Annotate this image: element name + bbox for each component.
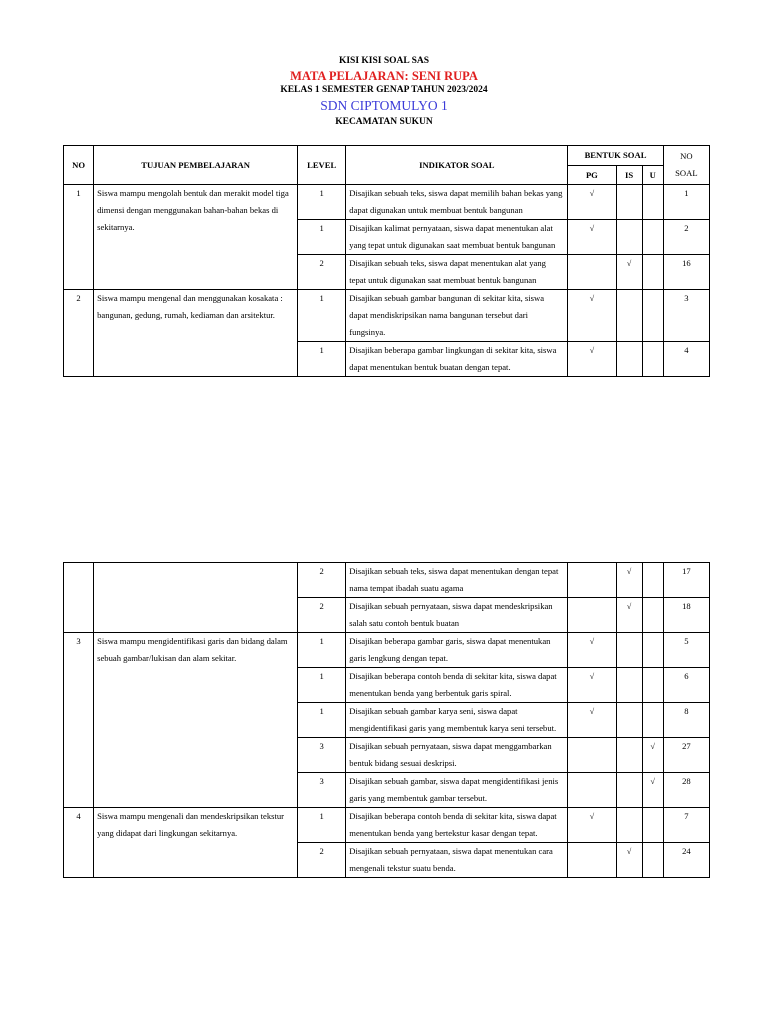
- indicator-cell: Disajikan sebuah teks, siswa dapat menentukan dengan tepat nama tempat ibadah suatu agama: [346, 563, 568, 598]
- indicator-cell: Disajikan sebuah teks, siswa dapat memilih bahan bekas yang dapat digunakan untuk membuat bentuk bangunan: [346, 185, 568, 220]
- check-mark-icon: √: [589, 294, 595, 303]
- check-pg-cell: [568, 843, 616, 878]
- table-body-page2: [64, 563, 710, 878]
- table-row: [64, 563, 710, 598]
- header-title: KISI KISI SOAL SAS: [338, 56, 430, 66]
- indicator-cell: Disajikan sebuah gambar karya seni, siswa dapat mengidentifikasi garis yang membentuk karya seni tersebut.: [346, 703, 568, 738]
- indicator-cell: Disajikan sebuah pernyataan, siswa dapat menentukan cara mengenali tekstur suatu benda.: [346, 843, 568, 878]
- check-is-cell: [616, 290, 642, 342]
- check-u-cell: [642, 255, 663, 290]
- header-bentuk-soal: BENTUK SOAL: [568, 146, 663, 166]
- question-number-cell: 1: [663, 185, 709, 220]
- check-mark-icon: √: [589, 637, 595, 646]
- kisi-table-page2: [63, 562, 710, 878]
- indicator-cell: Disajikan sebuah gambar bangunan di sekitar kita, siswa dapat mendiskripsikan nama bangunan tersebut dari fungsinya.: [346, 290, 568, 342]
- table-row: [64, 633, 710, 668]
- check-is-cell: [616, 843, 642, 878]
- level-cell: 1: [298, 808, 346, 843]
- header-pg: PG: [568, 165, 616, 185]
- check-u-cell: [642, 290, 663, 342]
- check-is-cell: [616, 668, 642, 703]
- indicator-cell: Disajikan beberapa gambar lingkungan di sekitar kita, siswa dapat menentukan bentuk buatan dengan tepat.: [346, 342, 568, 377]
- header-u: U: [642, 165, 663, 185]
- level-cell: 1: [298, 185, 346, 220]
- check-is-cell: [616, 342, 642, 377]
- header-is: IS: [616, 165, 642, 185]
- check-pg-cell: [568, 563, 616, 598]
- indicator-cell: Disajikan kalimat pernyataan, siswa dapat menentukan alat yang tepat untuk digunakan saat membuat bentuk bangunan: [346, 220, 568, 255]
- check-pg-cell: [568, 773, 616, 808]
- check-mark-icon: √: [589, 224, 595, 233]
- question-number-cell: 3: [663, 290, 709, 342]
- check-u-cell: [642, 738, 663, 773]
- learning-objective: [94, 563, 298, 633]
- table-row: [64, 290, 710, 342]
- check-u-cell: [642, 598, 663, 633]
- check-mark-icon: √: [626, 259, 632, 268]
- question-number-cell: 7: [663, 808, 709, 843]
- level-cell: 1: [298, 668, 346, 703]
- subject-title: MATA PELAJARAN: SENI RUPA: [290, 68, 478, 83]
- check-pg-cell: [568, 598, 616, 633]
- check-is-cell: [616, 773, 642, 808]
- header-indikator: INDIKATOR SOAL: [346, 146, 568, 185]
- indicator-cell: Disajikan sebuah gambar, siswa dapat mengidentifikasi jenis garis yang membentuk gambar tersebut.: [346, 773, 568, 808]
- header-no: NO: [64, 146, 94, 185]
- check-mark-icon: √: [589, 707, 595, 716]
- question-number-cell: 6: [663, 668, 709, 703]
- document-header: [0, 57, 768, 128]
- check-is-cell: [616, 738, 642, 773]
- learning-objective: Siswa mampu mengolah bentuk dan merakit model tiga dimensi dengan menggunakan bahan-bahan bekas di sekitarnya.: [94, 185, 298, 290]
- level-cell: 1: [298, 633, 346, 668]
- table-row: [64, 808, 710, 843]
- check-is-cell: [616, 563, 642, 598]
- learning-objective: Siswa mampu mengenal dan menggunakan kosakata : bangunan, gedung, rumah, kediaman dan arsitektur.: [94, 290, 298, 377]
- check-u-cell: [642, 342, 663, 377]
- level-cell: 1: [298, 220, 346, 255]
- learning-objective: Siswa mampu mengenali dan mendeskripsikan tekstur yang didapat dari lingkungan sekitarnya.: [94, 808, 298, 878]
- district-name: KECAMATAN SUKUN: [335, 117, 433, 127]
- table-header: [64, 146, 710, 185]
- question-number-cell: 2: [663, 220, 709, 255]
- check-pg-cell: [568, 255, 616, 290]
- check-u-cell: [642, 633, 663, 668]
- check-mark-icon: √: [589, 346, 595, 355]
- level-cell: 2: [298, 843, 346, 878]
- check-mark-icon: √: [650, 777, 655, 786]
- check-is-cell: [616, 633, 642, 668]
- check-pg-cell: [568, 633, 616, 668]
- check-mark-icon: √: [589, 672, 595, 681]
- table-body-page1: [64, 185, 710, 377]
- question-number-cell: 24: [663, 843, 709, 878]
- row-number: 1: [64, 185, 94, 290]
- level-cell: 2: [298, 255, 346, 290]
- check-is-cell: [616, 255, 642, 290]
- question-number-cell: 16: [663, 255, 709, 290]
- level-cell: 1: [298, 342, 346, 377]
- check-is-cell: [616, 598, 642, 633]
- row-number: 2: [64, 290, 94, 377]
- check-is-cell: [616, 185, 642, 220]
- header-level: LEVEL: [298, 146, 346, 185]
- check-is-cell: [616, 220, 642, 255]
- question-number-cell: 17: [663, 563, 709, 598]
- check-u-cell: [642, 703, 663, 738]
- header-tujuan: TUJUAN PEMBELAJARAN: [94, 146, 298, 185]
- check-u-cell: [642, 220, 663, 255]
- check-pg-cell: [568, 738, 616, 773]
- check-u-cell: [642, 808, 663, 843]
- indicator-cell: Disajikan beberapa contoh benda di sekitar kita, siswa dapat menentukan benda yang berbentuk garis spiral.: [346, 668, 568, 703]
- check-mark-icon: √: [650, 742, 655, 751]
- check-mark-icon: √: [626, 847, 632, 856]
- row-number: 4: [64, 808, 94, 878]
- header-no-soal-line2: SOAL: [675, 168, 698, 178]
- level-cell: 2: [298, 598, 346, 633]
- indicator-cell: Disajikan sebuah pernyataan, siswa dapat mendeskripsikan salah satu contoh bentuk buatan: [346, 598, 568, 633]
- check-u-cell: [642, 773, 663, 808]
- row-number: 3: [64, 633, 94, 808]
- kisi-table-page1: [63, 145, 710, 377]
- check-pg-cell: [568, 220, 616, 255]
- question-number-cell: 27: [663, 738, 709, 773]
- level-cell: 1: [298, 703, 346, 738]
- check-mark-icon: √: [626, 567, 632, 576]
- check-u-cell: [642, 668, 663, 703]
- school-name: SDN CIPTOMULYO 1: [320, 97, 448, 113]
- level-cell: 3: [298, 738, 346, 773]
- check-is-cell: [616, 808, 642, 843]
- table-row: [64, 185, 710, 220]
- level-cell: 3: [298, 773, 346, 808]
- level-cell: 2: [298, 563, 346, 598]
- check-u-cell: [642, 843, 663, 878]
- check-pg-cell: [568, 703, 616, 738]
- row-number: [64, 563, 94, 633]
- check-pg-cell: [568, 808, 616, 843]
- indicator-cell: Disajikan beberapa contoh benda di sekitar kita, siswa dapat menentukan benda yang bertekstur kasar dengan tepat.: [346, 808, 568, 843]
- check-pg-cell: [568, 342, 616, 377]
- class-semester: KELAS 1 SEMESTER GENAP TAHUN 2023/2024: [280, 85, 488, 95]
- question-number-cell: 5: [663, 633, 709, 668]
- question-number-cell: 4: [663, 342, 709, 377]
- check-pg-cell: [568, 185, 616, 220]
- indicator-cell: Disajikan beberapa gambar garis, siswa dapat menentukan garis lengkung dengan tepat.: [346, 633, 568, 668]
- indicator-cell: Disajikan sebuah pernyataan, siswa dapat menggambarkan bentuk bidang sesuai deskripsi.: [346, 738, 568, 773]
- check-is-cell: [616, 703, 642, 738]
- question-number-cell: 18: [663, 598, 709, 633]
- check-mark-icon: √: [589, 189, 595, 198]
- check-pg-cell: [568, 668, 616, 703]
- level-cell: 1: [298, 290, 346, 342]
- check-u-cell: [642, 185, 663, 220]
- check-u-cell: [642, 563, 663, 598]
- indicator-cell: Disajikan sebuah teks, siswa dapat menentukan alat yang tepat untuk digunakan saat membuat bentuk bangunan: [346, 255, 568, 290]
- check-pg-cell: [568, 290, 616, 342]
- header-no-soal-line1: NO: [680, 151, 693, 161]
- question-number-cell: 28: [663, 773, 709, 808]
- header-no-soal: [663, 146, 709, 185]
- question-number-cell: 8: [663, 703, 709, 738]
- check-mark-icon: √: [626, 602, 632, 611]
- learning-objective: Siswa mampu mengidentifikasi garis dan bidang dalam sebuah gambar/lukisan dan alam sekitar.: [94, 633, 298, 808]
- check-mark-icon: √: [589, 812, 595, 821]
